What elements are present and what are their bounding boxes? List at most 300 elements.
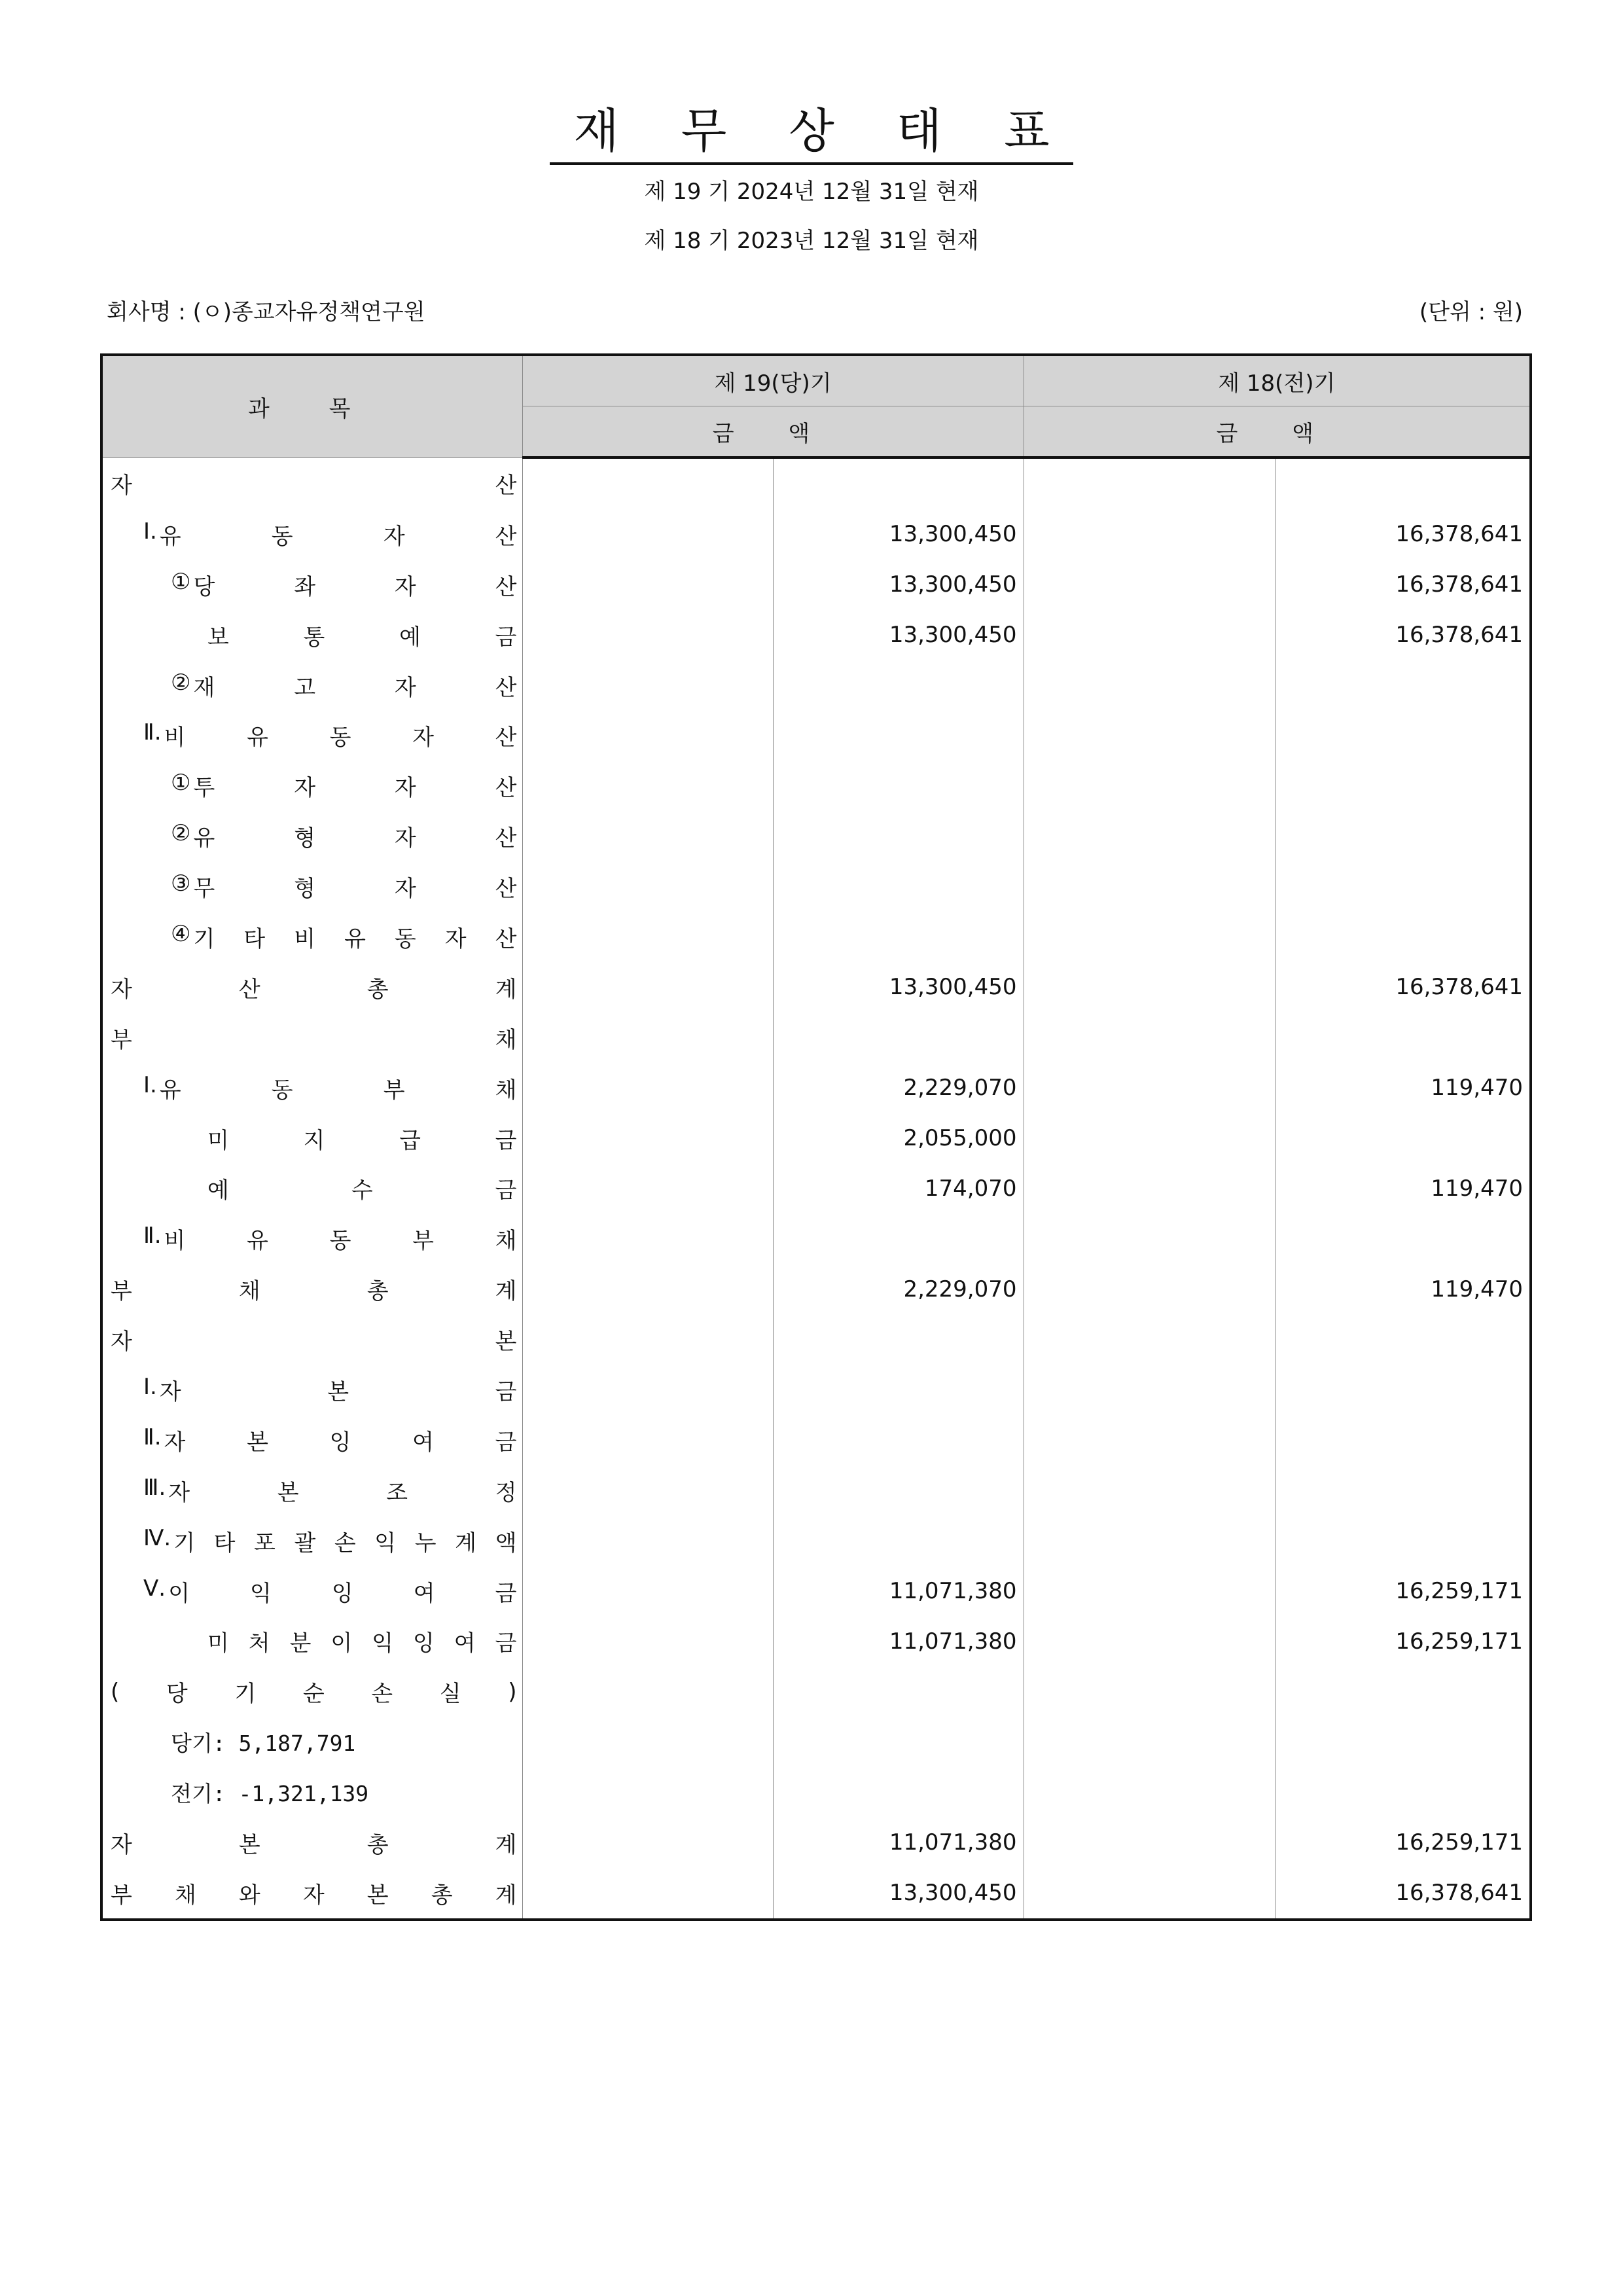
table-row xyxy=(101,1868,1531,1920)
account-char: 통 xyxy=(303,624,325,651)
prior-sub-amount xyxy=(1024,1818,1275,1868)
account-char: 당 xyxy=(193,573,215,600)
account-prefix: Ⅱ. xyxy=(143,1424,162,1450)
account-char: 산 xyxy=(495,473,517,499)
account-char: 자 xyxy=(294,775,316,802)
account-char: 총 xyxy=(366,976,389,1003)
account-char: 계 xyxy=(495,1882,517,1909)
account-char: 산 xyxy=(495,876,517,903)
account-char: 여 xyxy=(413,1580,435,1607)
current-sub-amount xyxy=(522,660,773,711)
table-row xyxy=(101,1013,1531,1063)
account-char: 순 xyxy=(302,1681,325,1708)
account-char: 본 xyxy=(238,1831,260,1858)
current-amount xyxy=(773,710,1024,761)
account-char: 좌 xyxy=(294,573,316,600)
account-char: 채 xyxy=(238,1278,260,1305)
current-sub-amount xyxy=(522,1516,773,1566)
account-char: 계 xyxy=(495,1278,517,1305)
prior-amount xyxy=(1275,1113,1531,1164)
prior-amount: 16,259,171 xyxy=(1275,1616,1531,1666)
account-char: 투 xyxy=(193,775,215,802)
account-char: 자 xyxy=(383,523,405,550)
account-char: 동 xyxy=(329,1228,351,1255)
account-char: 채 xyxy=(495,1228,517,1255)
account-char: 계 xyxy=(495,976,517,1003)
account-char: 본 xyxy=(366,1882,389,1909)
account-char: 유 xyxy=(193,825,215,852)
prior-sub-amount xyxy=(1024,660,1275,711)
period-current: 제 19 기 2024년 12월 31일 현재 xyxy=(644,179,979,205)
account-char: 기 xyxy=(193,925,215,952)
account-char: 고 xyxy=(294,674,316,701)
account-char: 타 xyxy=(243,925,266,952)
account-label-cell xyxy=(101,1868,522,1920)
account-char: 산 xyxy=(238,976,260,1003)
account-label-cell xyxy=(101,861,522,912)
account-char: 자 xyxy=(394,775,416,802)
prior-amount xyxy=(1275,1767,1531,1818)
account-label-cell xyxy=(101,1264,522,1314)
account-char: 유 xyxy=(344,925,366,952)
prior-amount: 16,259,171 xyxy=(1275,1818,1531,1868)
account-note: 전기: -1,321,139 xyxy=(171,1781,369,1807)
current-sub-amount xyxy=(522,861,773,912)
account-char: 부 xyxy=(111,1278,132,1305)
prior-amount xyxy=(1275,1465,1531,1516)
account-char: 괄 xyxy=(294,1530,316,1556)
prior-amount xyxy=(1275,660,1531,711)
account-char: 금 xyxy=(495,1378,517,1405)
account-label-cell xyxy=(101,962,522,1013)
unit-label: (단위 : 원) xyxy=(1419,299,1523,325)
prior-amount: 119,470 xyxy=(1275,1264,1531,1314)
current-amount xyxy=(773,811,1024,861)
account-label-cell xyxy=(101,912,522,962)
account-char: 비 xyxy=(164,725,186,751)
current-sub-amount xyxy=(522,1415,773,1465)
prior-amount: 16,378,641 xyxy=(1275,610,1531,660)
account-label-cell xyxy=(101,1415,522,1465)
account-char: 손 xyxy=(371,1681,393,1708)
prior-amount: 16,259,171 xyxy=(1275,1566,1531,1617)
account-char: 형 xyxy=(294,825,316,852)
balance-sheet-table xyxy=(100,353,1532,1921)
current-amount: 11,071,380 xyxy=(773,1566,1024,1617)
account-char: 본 xyxy=(327,1378,349,1405)
account-char: 분 xyxy=(289,1630,312,1657)
account-label-cell xyxy=(101,1213,522,1264)
table-row xyxy=(101,1666,1531,1717)
account-char: 익 xyxy=(374,1530,397,1556)
current-amount: 13,300,450 xyxy=(773,610,1024,660)
current-amount xyxy=(773,1666,1024,1717)
account-note: 당기: 5,187,791 xyxy=(171,1731,356,1757)
current-sub-amount xyxy=(522,1163,773,1213)
account-prefix: ② xyxy=(171,820,191,847)
account-char: 산 xyxy=(495,825,517,852)
current-sub-amount xyxy=(522,1616,773,1666)
account-char: 본 xyxy=(247,1429,268,1456)
current-amount xyxy=(773,1013,1024,1063)
account-char: 동 xyxy=(394,925,416,952)
prior-amount xyxy=(1275,710,1531,761)
account-label-cell xyxy=(101,560,522,610)
account-char: 본 xyxy=(495,1329,517,1355)
prior-sub-amount xyxy=(1024,1566,1275,1617)
current-sub-amount xyxy=(522,962,773,1013)
account-char: 익 xyxy=(249,1580,272,1607)
prior-sub-amount xyxy=(1024,1264,1275,1314)
table-row xyxy=(101,761,1531,811)
account-label-cell xyxy=(101,1818,522,1868)
prior-sub-amount xyxy=(1024,1465,1275,1516)
account-label-cell xyxy=(101,1113,522,1164)
account-char: 부 xyxy=(412,1228,434,1255)
account-label-cell xyxy=(101,710,522,761)
header-amount-prior: 금 액 xyxy=(1024,406,1531,458)
account-char: 자 xyxy=(394,573,416,600)
prior-amount xyxy=(1275,761,1531,811)
account-char: 총 xyxy=(431,1882,453,1909)
current-amount xyxy=(773,912,1024,962)
account-prefix: Ⅰ. xyxy=(143,1071,157,1098)
current-amount xyxy=(773,1415,1024,1465)
account-char: 자 xyxy=(302,1882,325,1909)
header-amount-current: 금 액 xyxy=(522,406,1024,458)
current-sub-amount xyxy=(522,710,773,761)
account-label-cell xyxy=(101,457,522,509)
current-amount: 2,055,000 xyxy=(773,1113,1024,1164)
account-prefix: ③ xyxy=(171,870,191,897)
account-char: 자 xyxy=(444,925,467,952)
account-char: 자 xyxy=(111,1831,132,1858)
table-row xyxy=(101,912,1531,962)
current-sub-amount xyxy=(522,1868,773,1920)
table-row xyxy=(101,1213,1531,1264)
table-row xyxy=(101,1415,1531,1465)
prior-sub-amount xyxy=(1024,1868,1275,1920)
table-row xyxy=(101,1818,1531,1868)
current-sub-amount xyxy=(522,1767,773,1818)
prior-sub-amount xyxy=(1024,457,1275,509)
table-row xyxy=(101,1767,1531,1818)
header-prior-period: 제 18(전)기 xyxy=(1024,355,1531,406)
account-char: 자 xyxy=(168,1479,190,1506)
account-char: 채 xyxy=(495,1026,517,1053)
account-label-cell xyxy=(101,761,522,811)
prior-sub-amount xyxy=(1024,1415,1275,1465)
table-row xyxy=(101,861,1531,912)
prior-sub-amount xyxy=(1024,761,1275,811)
account-char: 금 xyxy=(495,1177,517,1204)
current-sub-amount xyxy=(522,1013,773,1063)
table-row xyxy=(101,1113,1531,1164)
current-amount xyxy=(773,1516,1024,1566)
current-amount xyxy=(773,660,1024,711)
prior-sub-amount xyxy=(1024,560,1275,610)
table-row xyxy=(101,811,1531,861)
account-char: 조 xyxy=(386,1479,408,1506)
account-char: 산 xyxy=(495,573,517,600)
account-char: 산 xyxy=(495,523,517,550)
account-char: 채 xyxy=(495,1077,517,1103)
account-char: 비 xyxy=(294,925,316,952)
account-prefix: Ⅰ. xyxy=(143,1373,157,1400)
account-char: 보 xyxy=(207,624,229,651)
prior-sub-amount xyxy=(1024,962,1275,1013)
prior-amount xyxy=(1275,1213,1531,1264)
account-char: 손 xyxy=(334,1530,356,1556)
table-row xyxy=(101,509,1531,560)
account-char: 재 xyxy=(193,674,215,701)
current-amount xyxy=(773,1213,1024,1264)
account-char: 예 xyxy=(207,1177,229,1204)
account-char: ) xyxy=(508,1678,517,1705)
prior-sub-amount xyxy=(1024,861,1275,912)
account-char: 수 xyxy=(351,1177,373,1204)
prior-amount: 119,470 xyxy=(1275,1163,1531,1213)
account-char: 유 xyxy=(159,523,181,550)
account-char: 이 xyxy=(168,1580,190,1607)
account-char: 예 xyxy=(399,624,421,651)
account-label-cell xyxy=(101,1566,522,1617)
current-sub-amount xyxy=(522,912,773,962)
account-char: 자 xyxy=(111,1329,132,1355)
account-char: 금 xyxy=(495,624,517,651)
prior-amount xyxy=(1275,1666,1531,1717)
prior-sub-amount xyxy=(1024,1213,1275,1264)
account-char: 비 xyxy=(164,1228,186,1255)
account-char: 동 xyxy=(271,1077,293,1103)
prior-amount xyxy=(1275,811,1531,861)
account-label-cell xyxy=(101,1465,522,1516)
header-current-period: 제 19(당)기 xyxy=(522,355,1024,406)
prior-sub-amount xyxy=(1024,1163,1275,1213)
account-prefix: ② xyxy=(171,669,191,696)
prior-sub-amount xyxy=(1024,1717,1275,1767)
table-row xyxy=(101,1516,1531,1566)
period-prior: 제 18 기 2023년 12월 31일 현재 xyxy=(644,228,979,254)
prior-amount xyxy=(1275,1013,1531,1063)
current-sub-amount xyxy=(522,1063,773,1113)
account-char: 자 xyxy=(394,825,416,852)
prior-amount xyxy=(1275,861,1531,912)
account-prefix: Ⅱ. xyxy=(143,1223,162,1249)
prior-sub-amount xyxy=(1024,1666,1275,1717)
prior-sub-amount xyxy=(1024,1063,1275,1113)
table-row xyxy=(101,1717,1531,1767)
account-char: 액 xyxy=(495,1530,517,1556)
account-char: 유 xyxy=(247,1228,268,1255)
account-prefix: ④ xyxy=(171,920,191,947)
prior-sub-amount xyxy=(1024,912,1275,962)
prior-sub-amount xyxy=(1024,610,1275,660)
account-char: 정 xyxy=(495,1479,517,1506)
current-sub-amount xyxy=(522,1314,773,1365)
account-char: 지 xyxy=(303,1127,325,1154)
prior-sub-amount xyxy=(1024,1616,1275,1666)
current-sub-amount xyxy=(522,1566,773,1617)
account-label-cell xyxy=(101,1767,522,1818)
account-char: 산 xyxy=(495,925,517,952)
company-name: 회사명 : (ㅇ)종교자유정책연구원 xyxy=(107,299,425,325)
table-row xyxy=(101,610,1531,660)
current-amount xyxy=(773,761,1024,811)
account-char: 자 xyxy=(159,1378,181,1405)
account-char: 처 xyxy=(248,1630,270,1657)
account-char: 본 xyxy=(277,1479,299,1506)
current-sub-amount xyxy=(522,509,773,560)
account-prefix: ① xyxy=(171,568,191,595)
account-char: 부 xyxy=(111,1882,132,1909)
prior-sub-amount xyxy=(1024,509,1275,560)
account-char: 유 xyxy=(159,1077,181,1103)
current-sub-amount xyxy=(522,811,773,861)
account-label-cell xyxy=(101,1616,522,1666)
table-row xyxy=(101,560,1531,610)
account-prefix: ① xyxy=(171,770,191,797)
account-prefix: Ⅱ. xyxy=(143,719,162,746)
account-char: 잉 xyxy=(329,1429,351,1456)
table-row xyxy=(101,962,1531,1013)
current-sub-amount xyxy=(522,560,773,610)
account-char: 금 xyxy=(495,1429,517,1456)
prior-sub-amount xyxy=(1024,1516,1275,1566)
account-char: 자 xyxy=(412,725,434,751)
current-amount xyxy=(773,861,1024,912)
account-char: 미 xyxy=(207,1630,229,1657)
table-row xyxy=(101,457,1531,509)
account-char: 타 xyxy=(213,1530,236,1556)
current-sub-amount xyxy=(522,1113,773,1164)
account-char: 산 xyxy=(495,674,517,701)
prior-amount xyxy=(1275,1365,1531,1415)
prior-sub-amount xyxy=(1024,1113,1275,1164)
account-char: 자 xyxy=(394,674,416,701)
prior-amount xyxy=(1275,1314,1531,1365)
account-char: 계 xyxy=(455,1530,476,1556)
current-amount: 174,070 xyxy=(773,1163,1024,1213)
current-sub-amount xyxy=(522,1666,773,1717)
account-char: 산 xyxy=(495,725,517,751)
account-char: 채 xyxy=(174,1882,196,1909)
account-char: 부 xyxy=(111,1026,132,1053)
account-char: 이 xyxy=(330,1630,353,1657)
table-row xyxy=(101,1465,1531,1516)
prior-amount: 119,470 xyxy=(1275,1063,1531,1113)
prior-sub-amount xyxy=(1024,1365,1275,1415)
account-char: 무 xyxy=(193,876,215,903)
prior-amount xyxy=(1275,457,1531,509)
account-label-cell xyxy=(101,509,522,560)
current-amount: 13,300,450 xyxy=(773,962,1024,1013)
prior-amount xyxy=(1275,1717,1531,1767)
table-row xyxy=(101,1566,1531,1617)
prior-amount xyxy=(1275,912,1531,962)
account-char: 잉 xyxy=(412,1630,435,1657)
prior-amount: 16,378,641 xyxy=(1275,560,1531,610)
current-amount: 13,300,450 xyxy=(773,509,1024,560)
account-label-cell xyxy=(101,1666,522,1717)
current-amount xyxy=(773,1314,1024,1365)
account-char: 총 xyxy=(366,1831,389,1858)
prior-sub-amount xyxy=(1024,1767,1275,1818)
account-char: 급 xyxy=(399,1127,421,1154)
account-char: 당 xyxy=(166,1681,188,1708)
current-amount: 2,229,070 xyxy=(773,1264,1024,1314)
account-label-cell xyxy=(101,1516,522,1566)
current-amount xyxy=(773,1767,1024,1818)
account-char: 자 xyxy=(111,473,132,499)
account-char: 동 xyxy=(271,523,293,550)
account-char: 금 xyxy=(495,1630,517,1657)
account-label-cell xyxy=(101,1163,522,1213)
current-sub-amount xyxy=(522,1818,773,1868)
account-char: ( xyxy=(111,1678,120,1705)
account-prefix: Ⅳ. xyxy=(143,1524,171,1551)
current-amount xyxy=(773,457,1024,509)
account-label-cell xyxy=(101,1013,522,1063)
prior-amount: 16,378,641 xyxy=(1275,509,1531,560)
account-prefix: Ⅲ. xyxy=(143,1474,166,1501)
current-sub-amount xyxy=(522,1213,773,1264)
account-char: 포 xyxy=(254,1530,276,1556)
account-char: 부 xyxy=(383,1077,405,1103)
account-label-cell xyxy=(101,1314,522,1365)
current-sub-amount xyxy=(522,1365,773,1415)
current-amount: 11,071,380 xyxy=(773,1818,1024,1868)
account-label-cell xyxy=(101,1365,522,1415)
account-char: 동 xyxy=(329,725,351,751)
current-sub-amount xyxy=(522,457,773,509)
table-row xyxy=(101,1063,1531,1113)
account-char: 익 xyxy=(372,1630,394,1657)
table-row xyxy=(101,1163,1531,1213)
account-char: 산 xyxy=(495,775,517,802)
account-prefix: Ⅰ. xyxy=(143,518,157,545)
current-sub-amount xyxy=(522,1264,773,1314)
table-row xyxy=(101,1264,1531,1314)
account-char: 형 xyxy=(294,876,316,903)
current-amount xyxy=(773,1717,1024,1767)
prior-sub-amount xyxy=(1024,811,1275,861)
account-char: 누 xyxy=(414,1530,437,1556)
table-row xyxy=(101,660,1531,711)
table-row xyxy=(101,1616,1531,1666)
account-char: 금 xyxy=(495,1127,517,1154)
current-sub-amount xyxy=(522,610,773,660)
current-amount xyxy=(773,1365,1024,1415)
prior-amount xyxy=(1275,1516,1531,1566)
current-sub-amount xyxy=(522,1717,773,1767)
account-char: 미 xyxy=(207,1127,229,1154)
table-row xyxy=(101,1314,1531,1365)
prior-amount: 16,378,641 xyxy=(1275,962,1531,1013)
document-title: 재 무 상 태 표 xyxy=(0,98,1623,165)
prior-sub-amount xyxy=(1024,1013,1275,1063)
prior-amount xyxy=(1275,1415,1531,1465)
account-label-cell xyxy=(101,1063,522,1113)
account-prefix: Ⅴ. xyxy=(143,1575,166,1602)
table-row xyxy=(101,710,1531,761)
account-char: 계 xyxy=(495,1831,517,1858)
account-char: 자 xyxy=(394,876,416,903)
account-char: 유 xyxy=(247,725,268,751)
account-char: 자 xyxy=(164,1429,186,1456)
table-row xyxy=(101,1365,1531,1415)
account-char: 잉 xyxy=(331,1580,353,1607)
